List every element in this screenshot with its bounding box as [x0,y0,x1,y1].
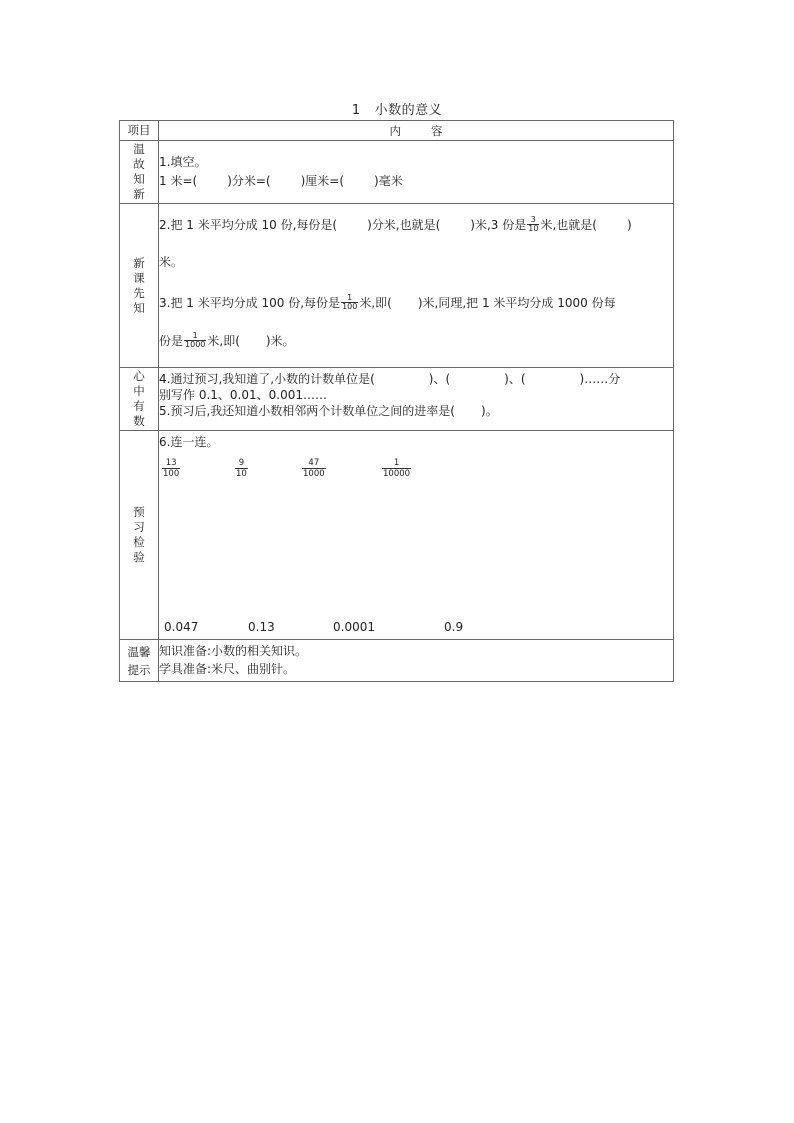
review-content [159,141,674,204]
q3-line-1: 3.把 1 米平均分成 100 份,每份是 $\frac{1}{100}$ 米,即( )米,同理,把 1 米平均分成 1000 份每 [159,293,616,311]
q6-fraction-1-10000[interactable]: $\frac{1}{10000}$ [383,458,411,479]
tips-line-1: 知识准备:小数的相关知识。 [159,644,308,658]
summary-row [120,368,674,431]
q4-line-2: 别写作 0.1、0.01、0.001…… [159,388,327,402]
q2-line-1: 2.把 1 米平均分成 10 份,每份是( )分米,也就是( )米,3 份是 $\frac{3}{10}$ 米,也就是( ) [159,215,632,233]
fraction-1-1000: $\frac{1}{1000}$ [185,331,206,349]
tips-content [159,640,674,682]
preview-label: 新 课 先 知 [120,204,159,368]
fraction-1-100: $\frac{1}{100}$ [342,293,358,311]
review-label: 温 故 知 新 [120,141,159,204]
q4-line-1: 4.通过预习,我知道了,小数的计数单位是( )、( )、( )……分 [159,372,621,386]
q6-title: 6.连一连。 [159,435,219,449]
q6-fraction-47-1000[interactable]: $\frac{47}{1000}$ [303,458,325,479]
preview-row [120,204,674,368]
title-number: 1 [351,103,361,118]
tips-label: 温馨 提示 [120,640,159,682]
q6-decimals [159,620,673,636]
q6-decimal-013[interactable]: 0.13 [248,620,275,634]
title-text: 小数的意义 [374,103,443,118]
header-row [120,121,674,141]
summary-label: 心 中 有 数 [120,368,159,431]
preview-content [159,204,674,368]
q5-line: 5.预习后,我还知道小数相邻两个计数单位之间的进率是( )。 [159,404,498,418]
q6-fractions [159,458,673,488]
q2-line-2: 米。 [159,255,184,269]
summary-content [159,368,674,431]
worksheet-table [119,120,674,682]
check-row [120,431,674,640]
check-label: 预 习 检 验 [120,431,159,640]
q3-line-2: 份是 $\frac{1}{1000}$ 米,即( )米。 [159,331,295,349]
q6-decimal-00001[interactable]: 0.0001 [333,620,375,634]
header-content: 内容 [159,121,674,141]
q1-line: 1 米=( )分米=( )厘米=( )毫米 [159,174,403,188]
tips-line-2: 学具准备:米尺、曲别针。 [159,662,296,676]
q6-decimal-0047[interactable]: 0.047 [164,620,199,634]
q1-title: 1.填空。 [159,155,207,169]
tips-row [120,640,674,682]
check-content [159,431,674,640]
header-item: 项目 [120,121,159,141]
fraction-3-10: $\frac{3}{10}$ [528,215,539,233]
q6-decimal-09[interactable]: 0.9 [444,620,464,634]
page-title [0,99,794,118]
review-row [120,141,674,204]
q6-fraction-13-100[interactable]: $\frac{13}{100}$ [163,458,180,479]
q6-fraction-9-10[interactable]: $\frac{9}{10}$ [236,458,247,479]
